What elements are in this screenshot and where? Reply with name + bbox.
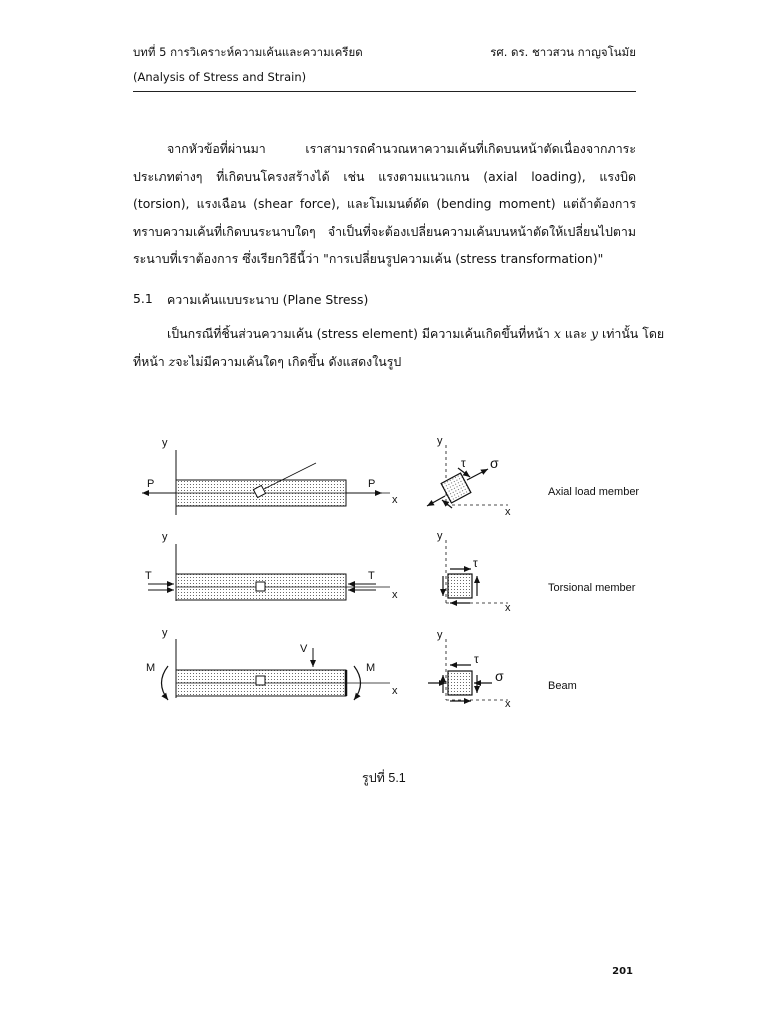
moment-label-left: M bbox=[146, 662, 156, 674]
y-axis-label: y bbox=[162, 531, 168, 543]
page-number: 201 bbox=[612, 966, 633, 977]
row-label-torsion: Torsional member bbox=[548, 582, 636, 594]
tau-label: τ bbox=[461, 456, 466, 470]
p2-text-b: เท่านั้น โดย bbox=[601, 326, 665, 341]
torque-label-right: T bbox=[368, 570, 375, 582]
sigma-label: σ bbox=[495, 668, 504, 684]
var-x: x bbox=[553, 326, 561, 341]
axial-stress-element bbox=[427, 435, 511, 518]
torque-label-left: T bbox=[145, 570, 152, 582]
beam-diagram bbox=[146, 627, 398, 700]
var-z: z bbox=[168, 353, 176, 369]
torsion-stress-element bbox=[437, 530, 511, 614]
rotated-square bbox=[441, 473, 471, 503]
intro-paragraph: จากหัวข้อที่ผ่านมา เราสามารถคำนวณหาความเค้นที่เกิดบนหน้าตัดเนื่องจากภาระประเภทต่างๆ ที่เกิดบนโครงสร้างได้ เช่น แรงตามแนวแกน (axial loading), แรงบิด (torsion), แรงเฉือน (shear force), และโมเมนต์ดัด (bending moment) แต่ถ้าต้องการทราบความเค้นที่เกิดบนระนาบใดๆ จำเป็นที่จะต้องเปลี่ยนความเค้นบนหน้าตัดให้เปลี่ยนไปตามระนาบที่เราต้องการ ซึ่งเรียกวิธีนี้ว่า "การเปลี่ยนรูปความเค้น (stress transformation)" bbox=[133, 141, 636, 266]
beam-stress-element bbox=[428, 629, 511, 710]
section-title: ความเค้นแบบระนาบ (Plane Stress) bbox=[167, 292, 369, 307]
element-x-label: x bbox=[505, 698, 511, 710]
tau-label: τ bbox=[473, 556, 478, 570]
var-y: y bbox=[591, 326, 598, 341]
element-x-label: x bbox=[505, 506, 511, 518]
torsional-member-diagram bbox=[145, 531, 398, 601]
force-label-left: P bbox=[147, 478, 155, 490]
element-x-label: x bbox=[505, 602, 511, 614]
moment-arrow-left bbox=[162, 666, 169, 700]
section-number: 5.1 bbox=[133, 291, 153, 306]
plane-stress-paragraph bbox=[133, 320, 665, 375]
stress-square bbox=[448, 574, 472, 598]
stress-square bbox=[448, 671, 472, 695]
x-axis-label: x bbox=[392, 685, 398, 697]
x-axis-label: x bbox=[392, 589, 398, 601]
row-label-beam: Beam bbox=[548, 680, 577, 692]
y-axis-label: y bbox=[162, 437, 168, 449]
chapter-header: บทที่ 5 การวิเคราะห์ความเค้นและความเครียด bbox=[133, 45, 363, 59]
row-label-axial: Axial load member bbox=[548, 486, 640, 498]
header-rule bbox=[133, 91, 636, 92]
element-y-label: y bbox=[437, 629, 443, 641]
stress-figure bbox=[0, 420, 768, 730]
tau-label: τ bbox=[474, 652, 479, 666]
p2-text-a: เป็นกรณีที่ชิ้นส่วนความเค้น (stress element) มีความเค้นเกิดขึ้นที่หน้า bbox=[167, 326, 550, 341]
x-axis-label: x bbox=[392, 494, 398, 506]
force-label-right: P bbox=[368, 478, 376, 490]
moment-label-right: M bbox=[366, 662, 376, 674]
sigma-label: σ bbox=[490, 455, 499, 471]
element-y-label: y bbox=[437, 435, 443, 447]
element-marker bbox=[256, 676, 265, 685]
p3-text-a: ที่หน้า bbox=[133, 353, 165, 369]
chapter-subtitle: (Analysis of Stress and Strain) bbox=[133, 70, 307, 84]
p2-and: และ bbox=[564, 326, 588, 341]
figure-caption: รูปที่ 5.1 bbox=[362, 771, 406, 785]
author-name: รศ. ดร. ชาวสวน กาญจโนมัย bbox=[490, 45, 636, 59]
shear-force-label: V bbox=[300, 643, 308, 655]
p3-text-b: จะไม่มีความเค้นใดๆ เกิดขึ้น ดังแสดงในรูป bbox=[175, 353, 402, 369]
element-y-label: y bbox=[437, 530, 443, 542]
normal-stress-arrow-right bbox=[467, 469, 488, 480]
element-marker bbox=[256, 582, 265, 591]
y-axis-label: y bbox=[162, 627, 168, 639]
axial-member-diagram bbox=[142, 437, 398, 515]
